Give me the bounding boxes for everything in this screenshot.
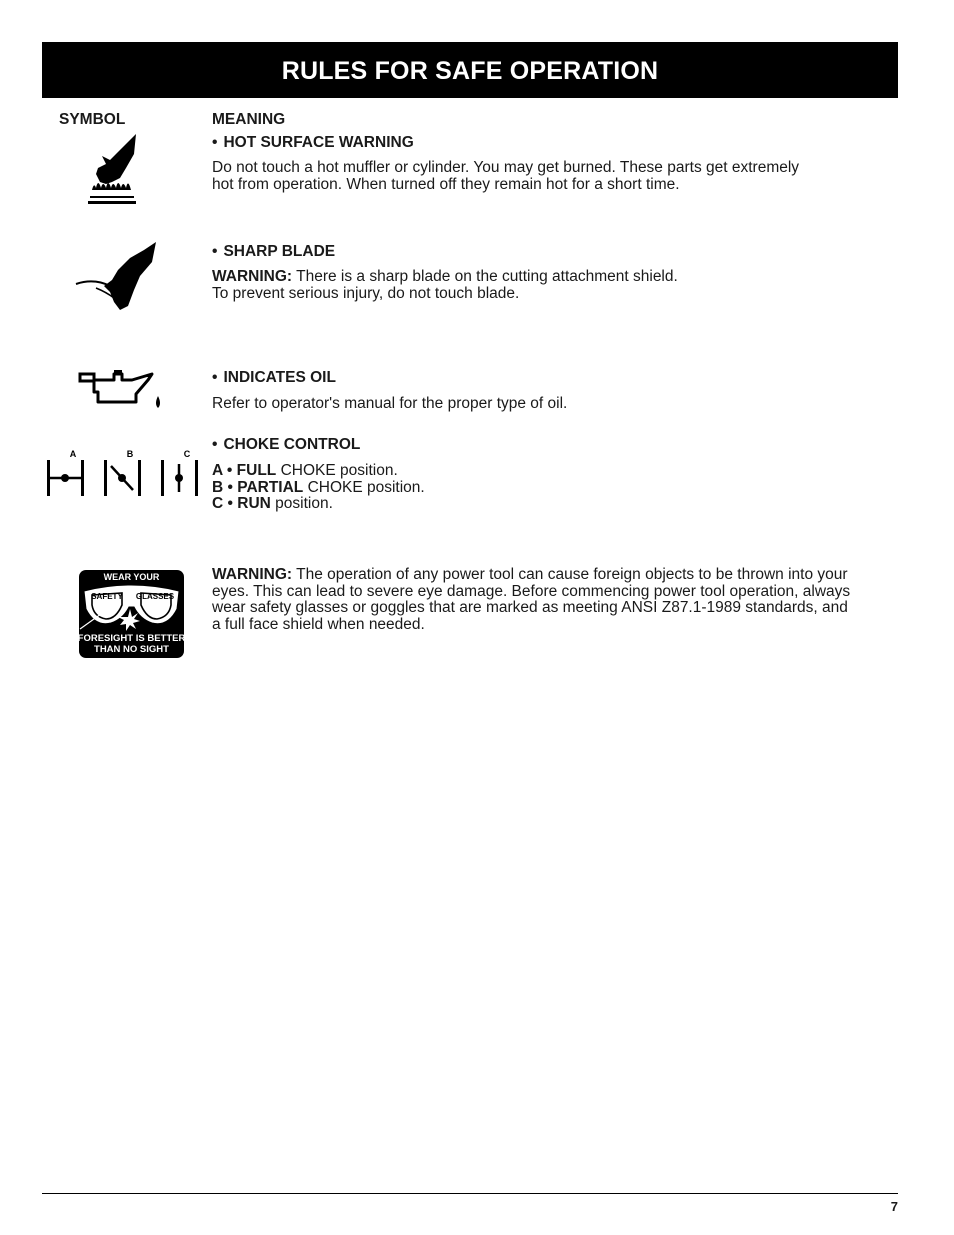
choke-symbols	[44, 448, 200, 500]
safety-glasses-description	[212, 567, 850, 633]
choke-letter: A •	[212, 462, 233, 479]
bullet: •	[212, 369, 218, 386]
text-line: hot from operation. When turned off they remain hot for a short time.	[212, 175, 680, 193]
badge-top-text: WEAR YOUR	[103, 572, 160, 582]
badge-glasses-text: GLASSES	[135, 592, 175, 601]
choke-item	[212, 496, 425, 513]
text-run: CHOKE position.	[276, 462, 398, 479]
text-line: Refer to operator's manual for the proper type of oil.	[212, 395, 568, 412]
text-line: To prevent serious injury, do not touch blade.	[212, 284, 520, 302]
hot-surface-description	[212, 160, 799, 193]
text-run: CHOKE position.	[303, 478, 425, 496]
choke-position-bold: PARTIAL	[237, 478, 304, 496]
choke-label-a: A	[69, 449, 77, 459]
bullet: •	[212, 243, 218, 260]
text-run: position.	[270, 495, 333, 512]
oil-description	[212, 396, 567, 413]
text-line: wear safety glasses or goggles that are marked as meeting ANSI Z87.1-1989 standards, and	[212, 599, 848, 616]
text-line: a full face shield when needed.	[212, 615, 425, 633]
badge-safety-text: SAFETY	[91, 592, 123, 601]
choke-letter: B •	[212, 478, 233, 496]
hot-surface-title	[212, 134, 414, 152]
choke-full-icon	[47, 460, 84, 496]
text-run: There is a sharp blade on the cutting attachment shield.	[292, 268, 678, 285]
choke-item	[212, 463, 425, 480]
bullet: •	[212, 134, 218, 151]
oil-can-icon	[78, 366, 164, 412]
text-line: eyes. This can lead to severe eye damage. Before commencing power tool operation, always	[212, 582, 851, 600]
page-banner-title: RULES FOR SAFE OPERATION	[42, 42, 898, 98]
warning-label: WARNING:	[212, 566, 293, 583]
footer-divider	[42, 1193, 898, 1194]
oil-title	[212, 369, 336, 387]
warning-label: WARNING:	[212, 268, 293, 285]
choke-letter: C •	[212, 495, 233, 512]
text-line	[212, 269, 678, 286]
text-line	[212, 567, 850, 584]
choke-description	[212, 463, 425, 513]
hot-surface-title-text: HOT SURFACE WARNING	[223, 134, 414, 151]
symbol-column-header: SYMBOL	[59, 111, 126, 128]
badge-bottom-text-2: THAN NO SIGHT	[94, 644, 169, 655]
sharp-blade-description	[212, 269, 678, 302]
sharp-blade-title-text: SHARP BLADE	[223, 243, 336, 260]
bullet: •	[212, 436, 218, 453]
oil-title-text: INDICATES OIL	[223, 369, 336, 386]
choke-partial-icon	[104, 460, 141, 496]
choke-label-b: B	[126, 449, 134, 459]
text-run: The operation of any power tool can cause foreign objects to be thrown into your	[292, 566, 848, 583]
choke-title	[212, 436, 360, 454]
choke-label-c: C	[183, 449, 191, 459]
choke-position-bold: RUN	[237, 495, 271, 512]
hot-surface-icon	[86, 132, 138, 206]
choke-run-icon	[161, 460, 198, 496]
text-line: Do not touch a hot muffler or cylinder. You may get burned. These parts get extremely	[212, 159, 800, 176]
sharp-blade-hand-icon	[74, 240, 160, 312]
sharp-blade-title	[212, 243, 335, 261]
page-number: 7	[890, 1199, 898, 1214]
badge-bottom-text-1: FORESIGHT IS BETTER	[78, 633, 185, 644]
wear-safety-glasses-badge	[78, 569, 185, 659]
meaning-column-header: MEANING	[212, 111, 286, 128]
choke-item	[212, 480, 425, 497]
choke-position-bold: FULL	[236, 462, 277, 479]
choke-title-text: CHOKE CONTROL	[223, 436, 361, 453]
